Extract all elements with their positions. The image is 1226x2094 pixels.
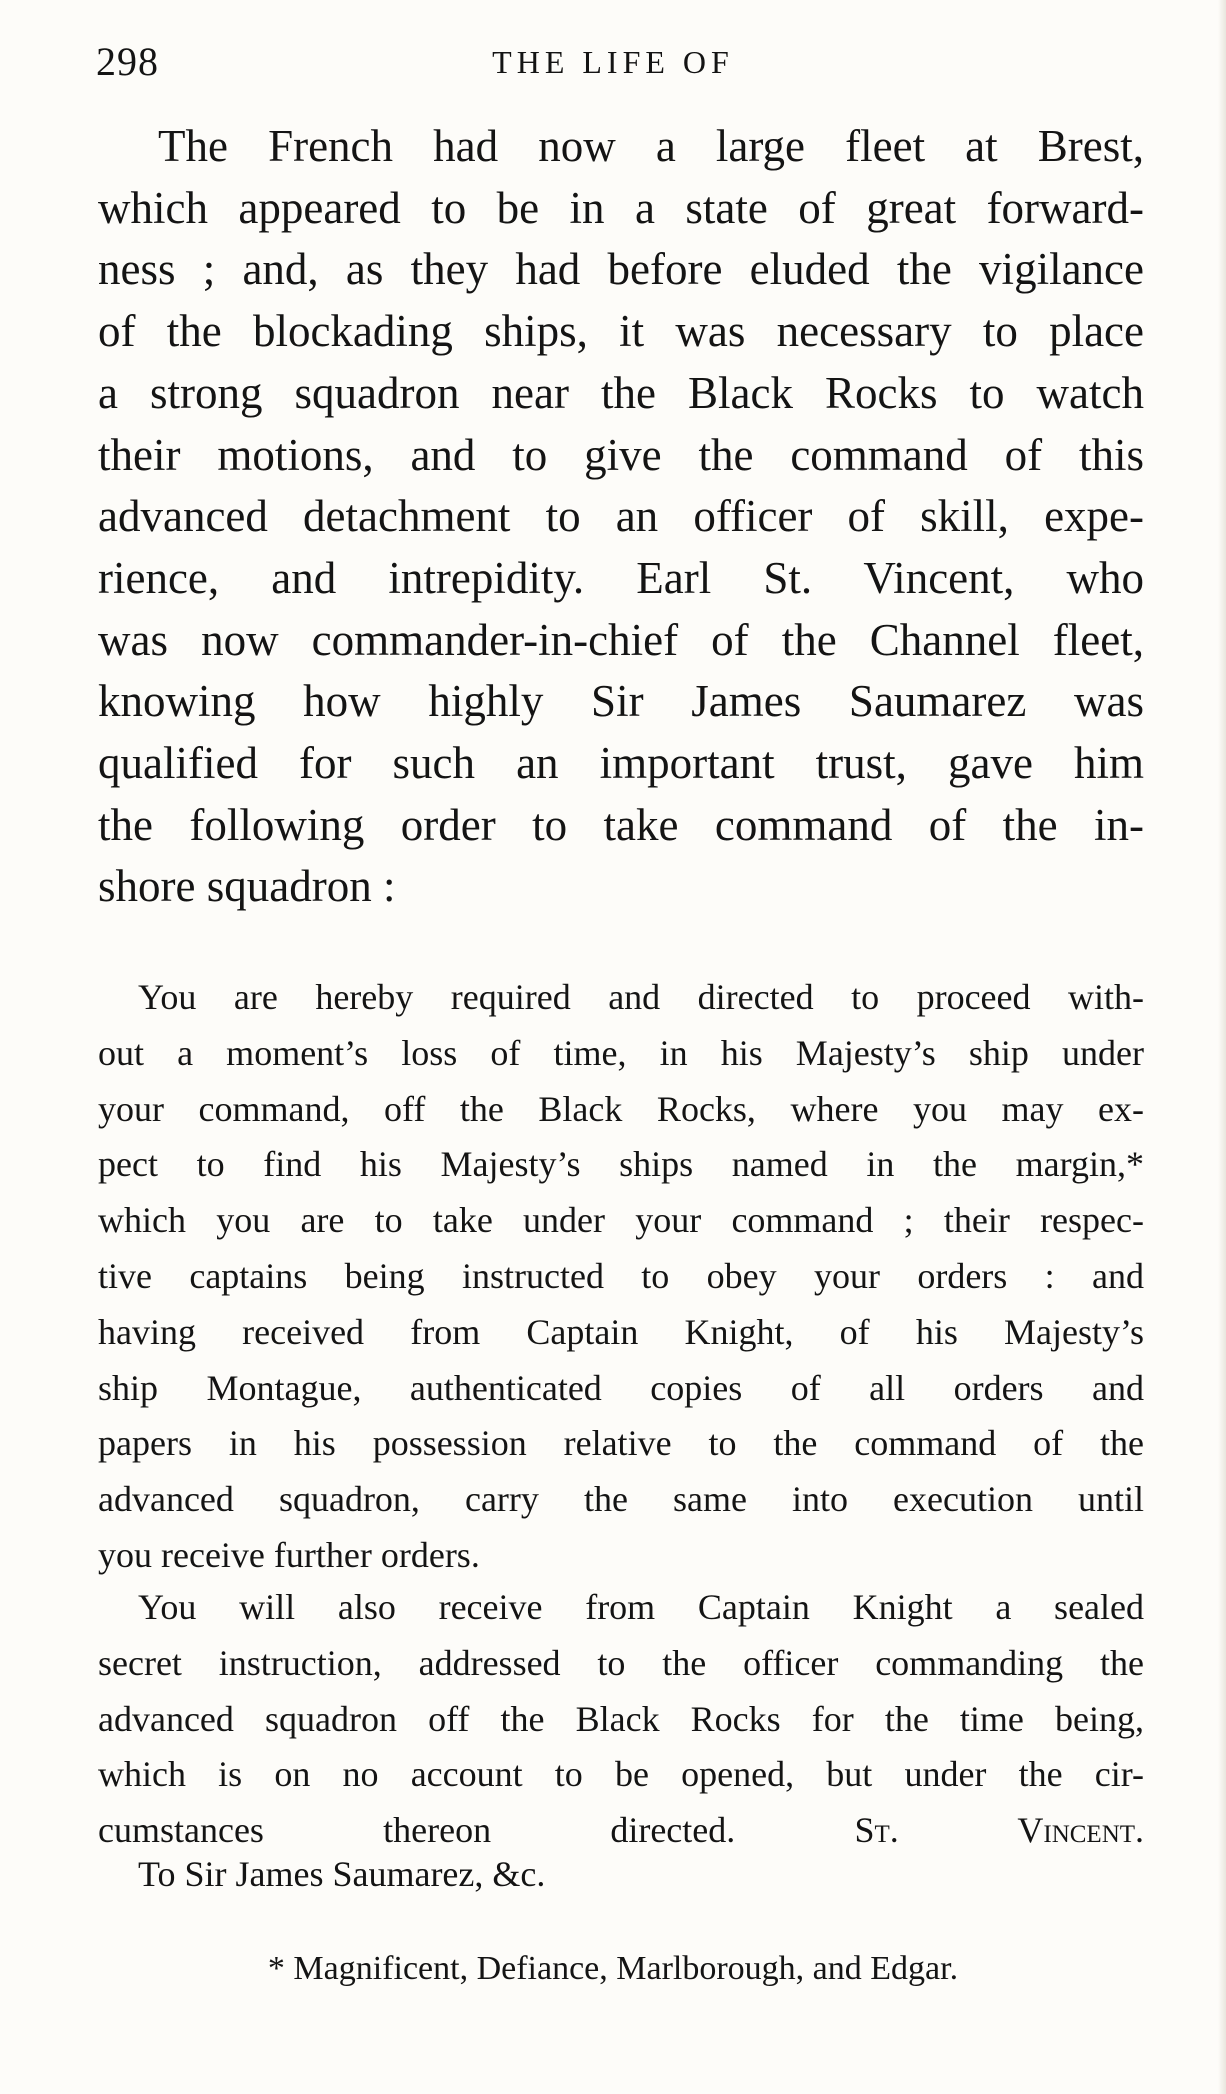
- text-line: the following order to take command of the in-: [98, 799, 1144, 850]
- letter-line: which is on no account to be opened, but under the cir-: [98, 1754, 1144, 1795]
- letter-line: which you are to take under your command ; their respec-: [98, 1200, 1144, 1241]
- letter-line: secret instruction, addressed to the officer commanding the: [98, 1642, 1144, 1683]
- text-line: shore squadron :: [98, 861, 396, 912]
- text-line: The French had now a large fleet at Brest,: [158, 121, 1144, 171]
- letter-line: You are hereby required and directed to proceed with-: [138, 977, 1144, 1017]
- letter-line: pect to find his Majesty’s ships named in the margin,*: [98, 1144, 1144, 1185]
- letter-line: your command, off the Black Rocks, where you may ex-: [98, 1088, 1144, 1129]
- text-line: a strong squadron near the Black Rocks to watch: [98, 367, 1144, 418]
- letter-line: having received from Captain Knight, of his Majesty’s: [98, 1311, 1144, 1352]
- text-line: of the blockading ships, it was necessary to place: [98, 306, 1144, 357]
- letter-last-line: cumstances thereon directed.: [98, 1810, 736, 1851]
- text-line: their motions, and to give the command of this: [98, 429, 1144, 480]
- addressee: To Sir James Saumarez, &c.: [138, 1854, 546, 1894]
- text-line: advanced detachment to an officer of skill, expe-: [98, 491, 1144, 542]
- page-number: 298: [96, 39, 159, 84]
- text-line: was now commander-in-chief of the Channel fleet,: [98, 614, 1144, 665]
- letter-line: tive captains being instructed to obey your orders : and: [98, 1255, 1144, 1296]
- text-line: knowing how highly Sir James Saumarez was: [98, 676, 1144, 727]
- letter-line: advanced squadron off the Black Rocks for the time being,: [98, 1698, 1144, 1739]
- running-head: THE LIFE OF: [492, 44, 734, 80]
- text-line: rience, and intrepidity. Earl St. Vincent, who: [98, 552, 1144, 603]
- text-line: qualified for such an important trust, gave him: [98, 738, 1144, 789]
- page-edge-shadow: [1218, 0, 1226, 2094]
- letter-line: advanced squadron, carry the same into execution until: [98, 1479, 1144, 1520]
- letter-line: out a moment’s loss of time, in his Majesty’s ship under: [98, 1032, 1144, 1073]
- letter-closing-line: [98, 1803, 1144, 1859]
- letter-paragraph-1: [98, 970, 1144, 1584]
- text-line: ness ; and, as they had before eluded the vigilance: [98, 244, 1144, 295]
- text-line: which appeared to be in a state of great forward-: [98, 182, 1144, 233]
- letter-line: ship Montague, authenticated copies of all orders and: [98, 1367, 1144, 1408]
- main-paragraph: [98, 116, 1144, 918]
- letter-line: papers in his possession relative to the command of the: [98, 1423, 1144, 1464]
- letter-line: you receive further orders.: [98, 1534, 480, 1575]
- footnote: * Magnificent, Defiance, Marlborough, and Edgar.: [267, 1950, 959, 1987]
- letter-line: You will also receive from Captain Knight a sealed: [138, 1587, 1144, 1627]
- signature: St. Vincent.: [854, 1810, 1145, 1851]
- letter-paragraph-2: [98, 1580, 1144, 1859]
